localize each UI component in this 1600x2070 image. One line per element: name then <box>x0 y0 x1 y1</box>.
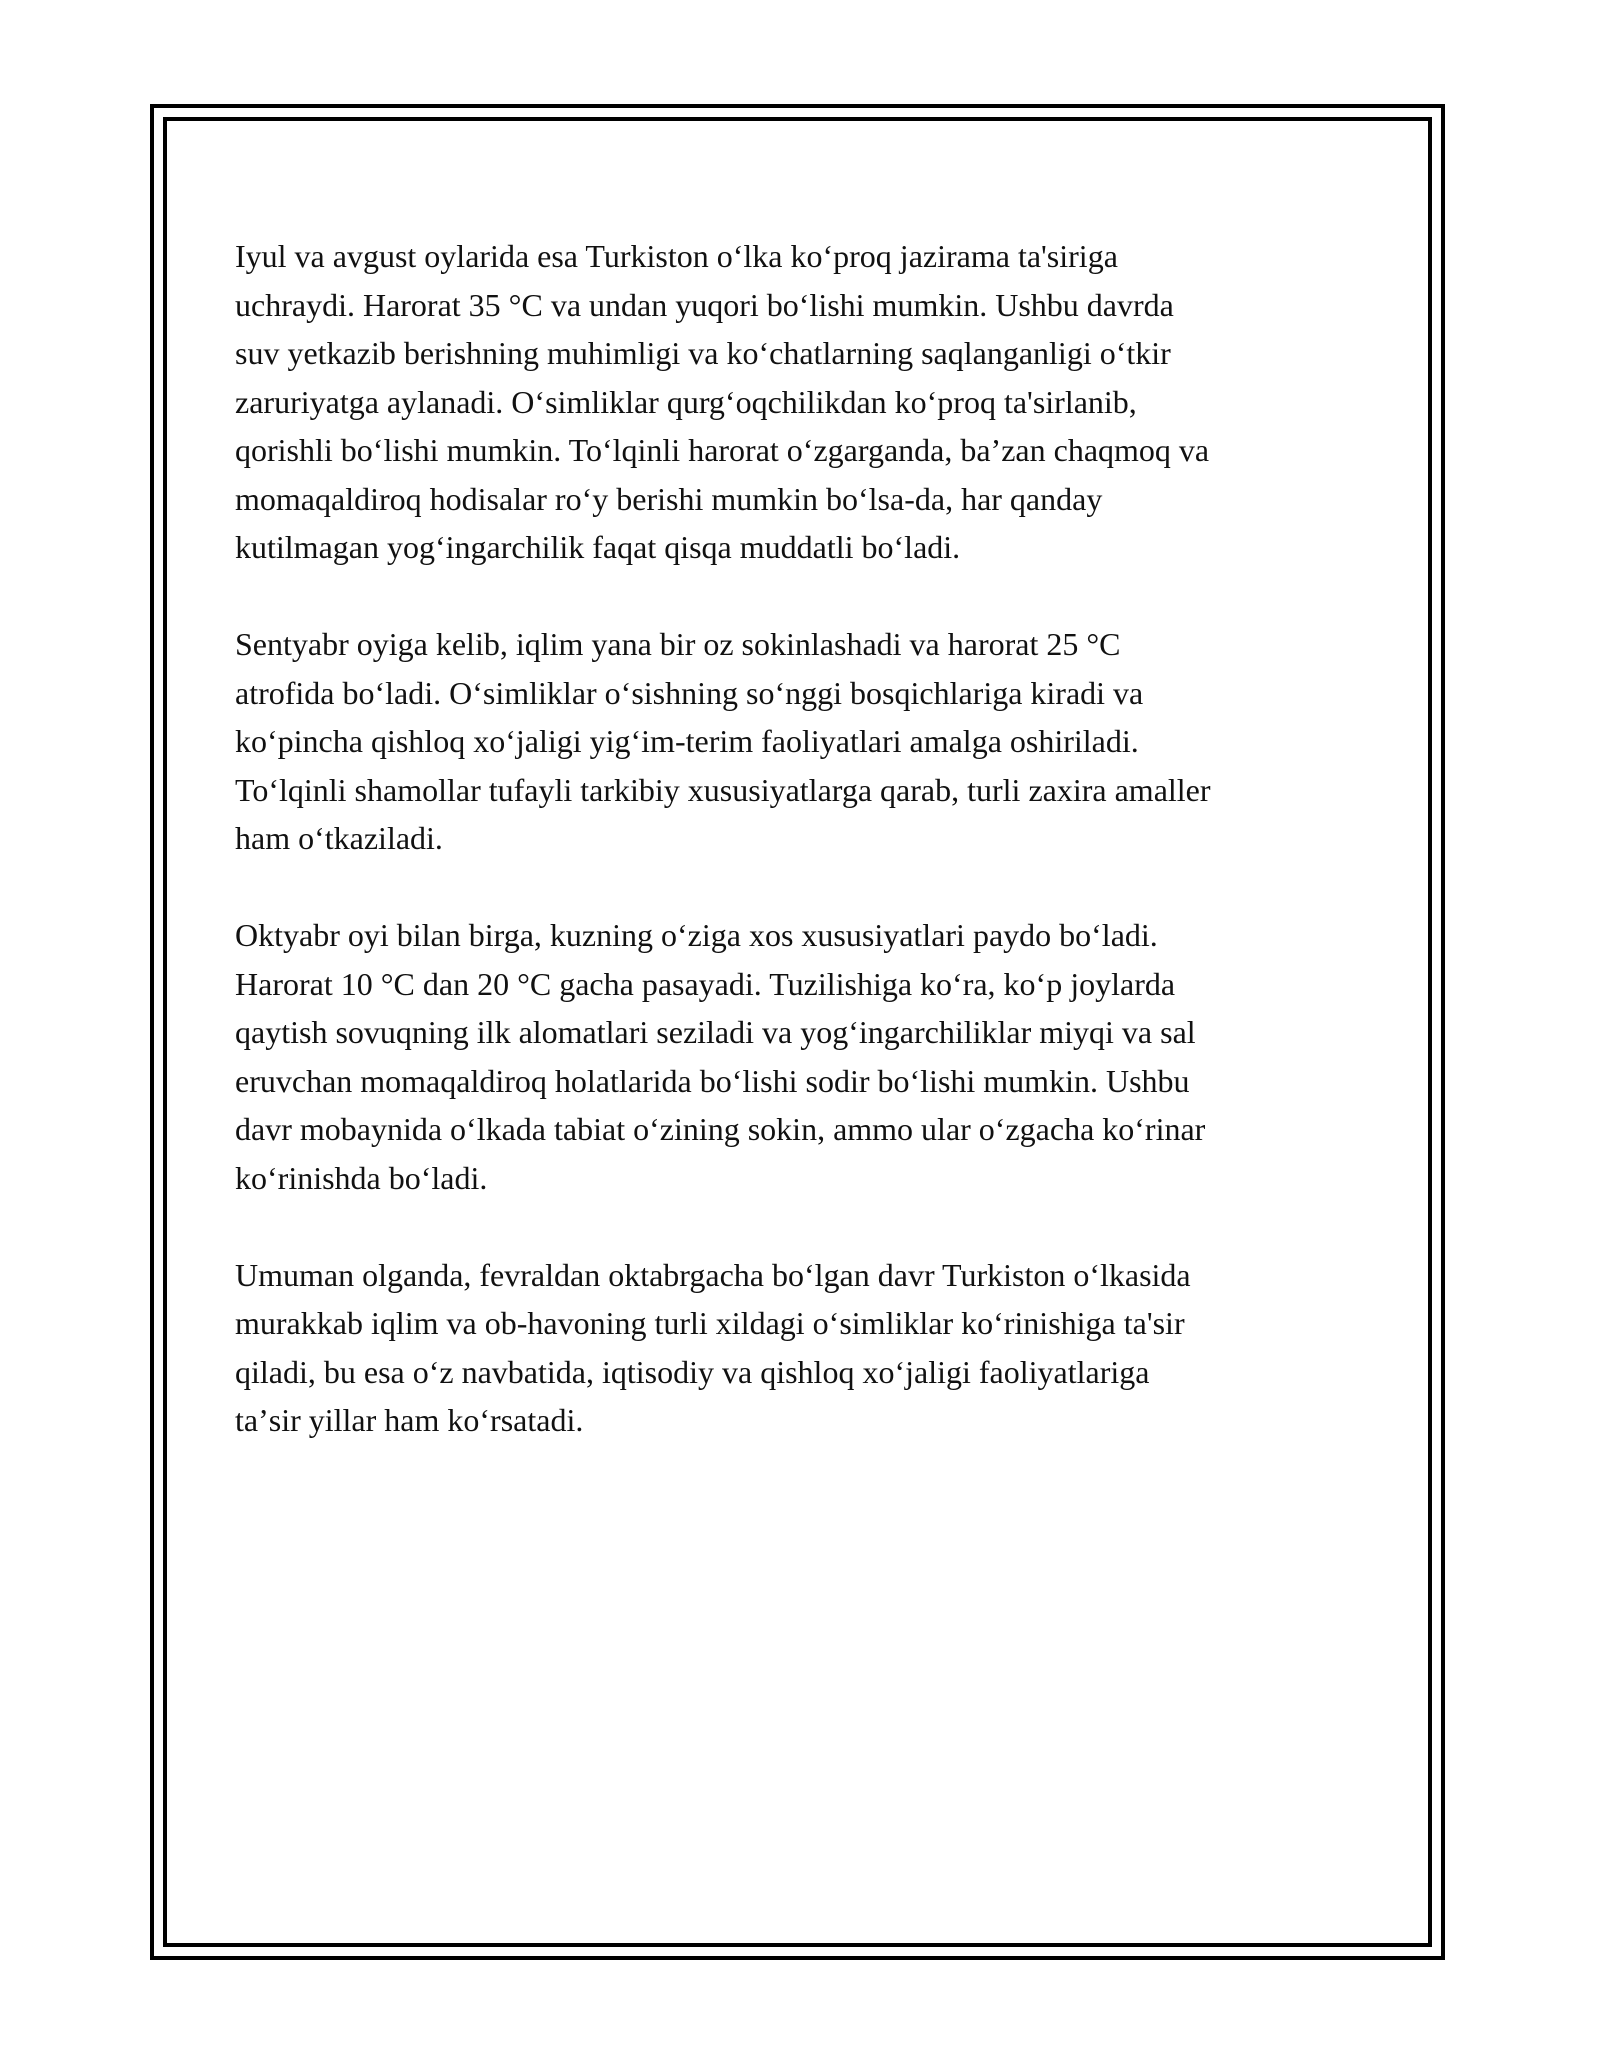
text-line: Oktyabr oyi bilan birga, kuzning oʻziga xos xususiyatlari paydo boʻladi. <box>235 917 1158 953</box>
paragraph-july-august <box>235 232 1365 572</box>
paragraph-summary <box>235 1251 1365 1445</box>
text-line: koʻrinishda boʻladi. <box>235 1159 488 1196</box>
text-line: ham oʻtkaziladi. <box>235 820 443 856</box>
text-line: qaytish sovuqning ilk alomatlari seziladi va yogʻingarchiliklar miyqi va sal <box>235 1014 1196 1050</box>
text-line: atrofida boʻladi. Oʻsimliklar oʻsishning soʻnggi bosqichlariga kiradi va <box>235 674 1144 711</box>
text-line: suv yetkazib berishning muhimligi va koʻchatlarning saqlanganligi oʻtkir <box>235 335 1171 371</box>
text-line: Harorat 10 °C dan 20 °C gacha pasayadi. Tuzilishiga koʻra, koʻp joylarda <box>235 965 1176 1002</box>
text-line: momaqaldiroq hodisalar roʻy berishi mumkin boʻlsa-da, har qanday <box>235 480 1103 517</box>
text-line: Toʻlqinli shamollar tufayli tarkibiy xususiyatlarga qarab, turli zaxira amaller <box>235 771 1211 808</box>
text-line: zaruriyatga aylanadi. Oʻsimliklar qurgʻoqchilikdan koʻproq ta'sirlanib, <box>235 383 1137 420</box>
text-line: koʻpincha qishloq xoʻjaligi yigʻim-terim faoliyatlari amalga oshiriladi. <box>235 723 1139 759</box>
paragraph-september <box>235 620 1365 863</box>
text-line: qorishli boʻlishi mumkin. Toʻlqinli harorat oʻzgarganda, baʼzan chaqmoq va <box>235 432 1210 468</box>
text-line: taʼsir yillar ham koʻrsatadi. <box>235 1402 584 1438</box>
document-body <box>235 232 1365 1493</box>
text-line: davr mobaynida oʻlkada tabiat oʻzining sokin, ammo ular oʻzgacha koʻrinar <box>235 1111 1206 1147</box>
text-line: Iyul va avgust oylarida esa Turkiston oʻlka koʻproq jazirama ta'siriga <box>235 238 1118 274</box>
text-line: murakkab iqlim va ob-havoning turli xildagi oʻsimliklar koʻrinishiga ta'sir <box>235 1305 1185 1341</box>
text-line: eruvchan momaqaldiroq holatlarida boʻlishi sodir boʻlishi mumkin. Ushbu <box>235 1062 1190 1099</box>
text-line: kutilmagan yogʻingarchilik faqat qisqa muddatli boʻladi. <box>235 529 961 565</box>
text-line: Sentyabr oyiga kelib, iqlim yana bir oz sokinlashadi va harorat 25 °C <box>235 626 1121 662</box>
text-line: Umuman olganda, fevraldan oktabrgacha boʻlgan davr Turkiston oʻlkasida <box>235 1256 1191 1293</box>
paragraph-october <box>235 911 1365 1202</box>
text-line: uchraydi. Harorat 35 °C va undan yuqori boʻlishi mumkin. Ushbu davrda <box>235 286 1174 323</box>
text-line: qiladi, bu esa oʻz navbatida, iqtisodiy va qishloq xoʻjaligi faoliyatlariga <box>235 1353 1150 1390</box>
